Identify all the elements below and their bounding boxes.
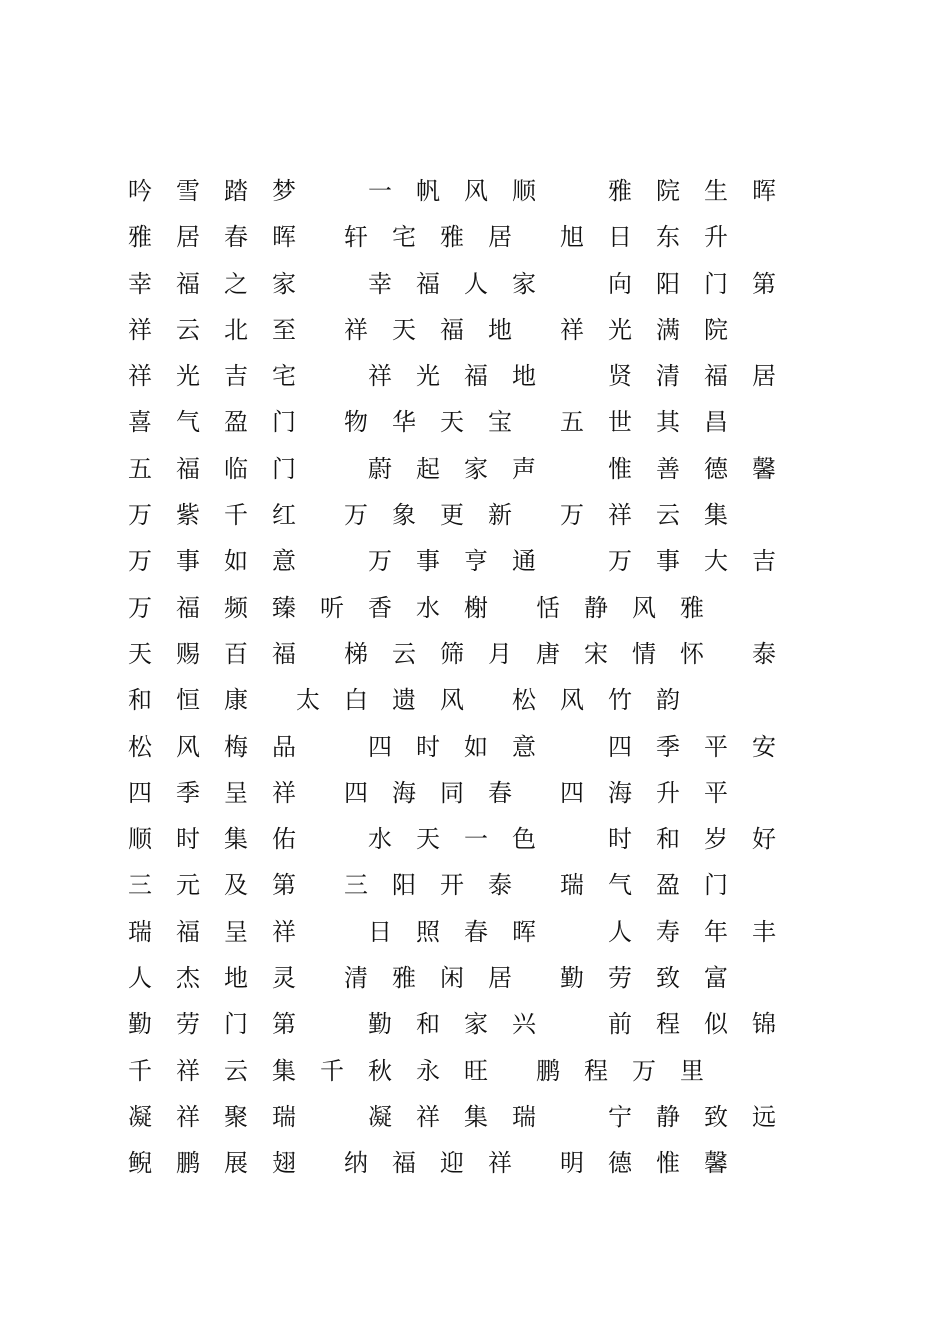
text-block bbox=[128, 168, 828, 1187]
text-line: 人 杰 地 灵 清 雅 闲 居 勤 劳 致 富 bbox=[128, 964, 728, 993]
text-line: 凝 祥 聚 瑞 凝 祥 集 瑞 宁 静 致 远 bbox=[128, 1102, 776, 1131]
text-line: 喜 气 盈 门 物 华 天 宝 五 世 其 昌 bbox=[128, 408, 728, 437]
text-line: 瑞 福 呈 祥 日 照 春 晖 人 寿 年 丰 bbox=[128, 917, 776, 946]
text-line: 祥 云 北 至 祥 天 福 地 祥 光 满 院 bbox=[128, 315, 728, 344]
text-line: 天 赐 百 福 梯 云 筛 月 唐 宋 情 怀 泰 bbox=[128, 639, 776, 668]
text-line: 吟 雪 踏 梦 一 帆 风 顺 雅 院 生 晖 bbox=[128, 177, 776, 205]
text-line: 雅 居 春 晖 轩 宅 雅 居 旭 日 东 升 bbox=[128, 223, 728, 252]
text-line: 千 祥 云 集 千 秋 永 旺 鹏 程 万 里 bbox=[128, 1056, 704, 1085]
text-line: 四 季 呈 祥 四 海 同 春 四 海 升 平 bbox=[128, 778, 728, 807]
text-line: 万 事 如 意 万 事 亨 通 万 事 大 吉 bbox=[128, 547, 776, 576]
text-line: 勤 劳 门 第 勤 和 家 兴 前 程 似 锦 bbox=[128, 1010, 776, 1039]
text-line: 五 福 临 门 蔚 起 家 声 惟 善 德 馨 bbox=[128, 454, 776, 483]
text-line: 三 元 及 第 三 阳 开 泰 瑞 气 盈 门 bbox=[128, 871, 728, 900]
text-line: 祥 光 吉 宅 祥 光 福 地 贤 清 福 居 bbox=[128, 362, 776, 391]
text-line: 顺 时 集 佑 水 天 一 色 时 和 岁 好 bbox=[128, 825, 776, 854]
text-line: 幸 福 之 家 幸 福 人 家 向 阳 门 第 bbox=[128, 269, 776, 298]
text-line: 松 风 梅 品 四 时 如 意 四 季 平 安 bbox=[128, 732, 776, 761]
text-line: 万 紫 千 红 万 象 更 新 万 祥 云 集 bbox=[128, 501, 728, 530]
text-line: 鲵 鹏 展 翅 纳 福 迎 祥 明 德 惟 馨 bbox=[128, 1149, 728, 1178]
text-line: 万 福 频 臻 听 香 水 榭 恬 静 风 雅 bbox=[128, 593, 704, 622]
text-line: 和 恒 康 太 白 遗 风 松 风 竹 韵 bbox=[128, 686, 680, 715]
